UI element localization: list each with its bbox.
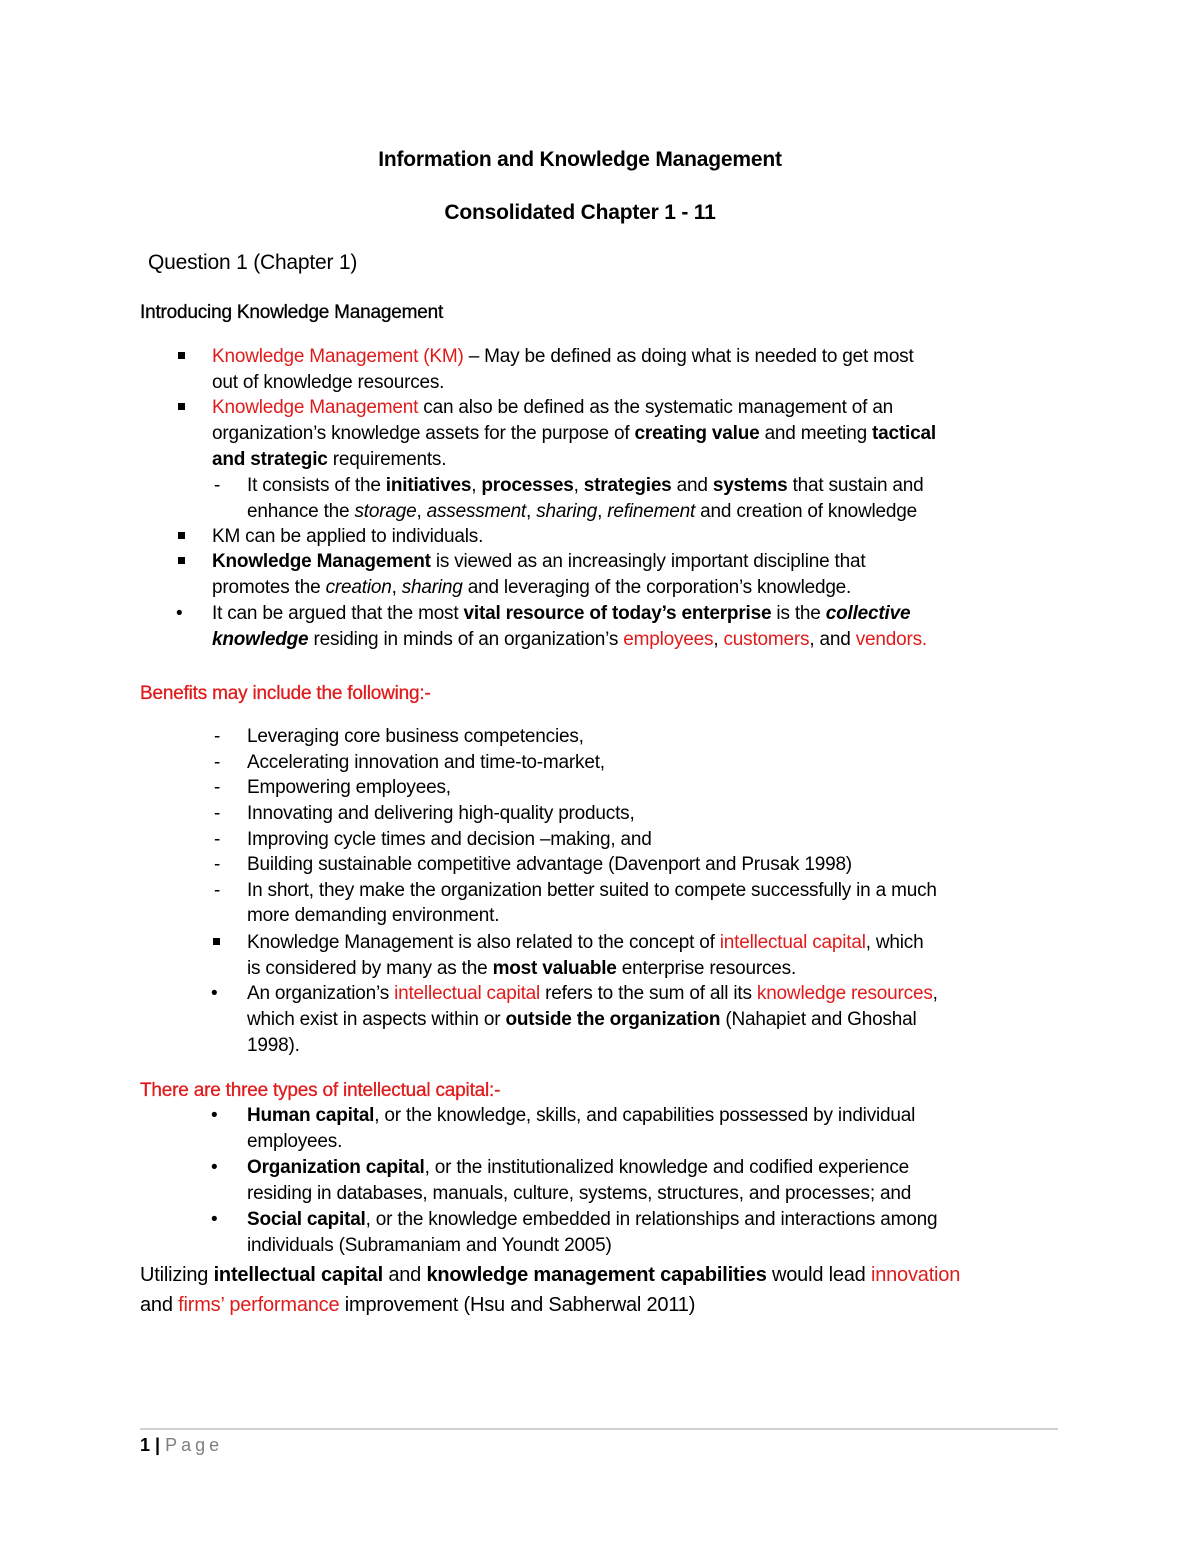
term-highlight: employees (623, 629, 714, 650)
round-bullet-icon: • (211, 1209, 218, 1230)
text-span: which exist in aspects within or (247, 1009, 506, 1030)
type-item (247, 1155, 909, 1181)
text-span: , (416, 501, 427, 522)
text-span: – May be defined as doing what is needed to get most (463, 346, 914, 367)
text-span: Knowledge Management is also related to the concept of (247, 932, 720, 953)
bold-span: Social capital (247, 1209, 366, 1230)
benefit-item: Improving cycle times and decision –making, and (247, 829, 652, 850)
question-heading: Question 1 (Chapter 1) (148, 251, 358, 274)
footer-separator: | (150, 1435, 166, 1455)
italic-span: refinement (607, 501, 696, 522)
sub-list-item-continuation (247, 499, 917, 525)
dash-bullet-icon: - (214, 854, 221, 875)
text-span: would lead (766, 1264, 871, 1286)
text-span: , or the institutionalized knowledge and codified experience (424, 1157, 910, 1178)
page-number: 1 (140, 1435, 151, 1455)
square-bullet-icon (178, 557, 185, 564)
bold-span: Human capital (247, 1105, 375, 1126)
text-span: improvement (Hsu and Sabherwal 2011) (339, 1294, 696, 1316)
text-span: and creation of knowledge (695, 501, 917, 522)
term-highlight: intellectual capital (394, 983, 541, 1004)
page-label: Page (165, 1435, 224, 1455)
document-subtitle: Consolidated Chapter 1 - 11 (444, 201, 716, 224)
benefit-item: Leveraging core business competencies, (247, 726, 584, 747)
list-item (247, 930, 923, 956)
italic-span: sharing (536, 501, 598, 522)
bold-span: strategies (583, 475, 672, 496)
italic-span: assessment (426, 501, 527, 522)
list-item-continuation: out of knowledge resources. (212, 372, 445, 393)
text-span: and leveraging of the corporation’s knowledge. (462, 577, 852, 598)
bold-span: Knowledge Management (212, 551, 431, 572)
type-item (247, 1103, 915, 1129)
benefit-item: Building sustainable competitive advantage (Davenport and Prusak 1998) (247, 854, 852, 875)
benefit-item: Empowering employees, (247, 777, 451, 798)
text-span: can also be defined as the systematic management of an (418, 397, 894, 418)
dash-bullet-icon: - (214, 475, 221, 496)
list-item-continuation (247, 956, 796, 982)
bold-span: processes (481, 475, 574, 496)
list-item-continuation (247, 1007, 917, 1033)
list-item: KM can be applied to individuals. (212, 526, 484, 547)
list-item (212, 395, 893, 421)
type-item (247, 1207, 937, 1233)
text-span: , which (865, 932, 924, 953)
dash-bullet-icon: - (214, 829, 221, 850)
text-span: , (573, 475, 584, 496)
bold-span: initiatives (385, 475, 472, 496)
text-span: organization’s knowledge assets for the purpose of (212, 423, 635, 444)
text-span: Utilizing (140, 1264, 214, 1286)
dash-bullet-icon: - (214, 752, 221, 773)
italic-span: creation (325, 577, 392, 598)
dash-bullet-icon: - (214, 726, 221, 747)
footer-divider (140, 1428, 1058, 1430)
text-span: It consists of the (247, 475, 386, 496)
square-bullet-icon (178, 403, 185, 410)
type-item-continuation: individuals (Subramaniam and Youndt 2005) (247, 1235, 612, 1256)
list-item-continuation (212, 421, 936, 447)
text-span: An organization’s (247, 983, 395, 1004)
term-highlight: firms’ performance (178, 1294, 340, 1316)
list-item-continuation: 1998). (247, 1035, 300, 1056)
types-heading: There are three types of intellectual capital:- (140, 1080, 501, 1101)
benefit-item-continuation: more demanding environment. (247, 905, 500, 926)
round-bullet-icon: • (176, 603, 183, 624)
text-span: , and (809, 629, 856, 650)
text-span: , (471, 475, 482, 496)
term-highlight: customers (723, 629, 810, 650)
term-highlight: Knowledge Management (KM) (212, 346, 464, 367)
type-item-continuation: employees. (247, 1131, 343, 1152)
round-bullet-icon: • (211, 1105, 218, 1126)
round-bullet-icon: • (211, 1157, 218, 1178)
list-item-continuation (212, 627, 927, 653)
bold-span: outside the organization (505, 1009, 721, 1030)
list-item (212, 601, 910, 627)
term-highlight: vendors. (855, 629, 927, 650)
text-span: , (932, 983, 938, 1004)
benefits-heading: Benefits may include the following:- (140, 683, 431, 704)
benefit-item: In short, they make the organization better suited to compete successfully in a much (247, 880, 937, 901)
text-span: is the (771, 603, 826, 624)
text-span: is viewed as an increasingly important discipline that (430, 551, 866, 572)
term-highlight: knowledge resources (756, 983, 933, 1004)
closing-paragraph-line (140, 1292, 695, 1318)
closing-paragraph-line (140, 1262, 960, 1288)
list-item-continuation (212, 447, 446, 473)
term-highlight: Knowledge Management (212, 397, 419, 418)
text-span: , or the knowledge, skills, and capabilities possessed by individual (374, 1105, 916, 1126)
text-span: and (671, 475, 713, 496)
bold-span: systems (712, 475, 788, 496)
square-bullet-icon (213, 938, 220, 945)
dash-bullet-icon: - (214, 777, 221, 798)
bold-span: knowledge management capabilities (426, 1264, 767, 1286)
bold-italic-span: knowledge (212, 629, 309, 650)
dash-bullet-icon: - (214, 803, 221, 824)
text-span: , (391, 577, 402, 598)
italic-span: storage (354, 501, 417, 522)
bold-span: and strategic (212, 449, 328, 470)
text-span: enterprise resources. (616, 958, 797, 979)
square-bullet-icon (178, 532, 185, 539)
list-item (212, 344, 914, 370)
section-heading: Introducing Knowledge Management (140, 302, 444, 323)
text-span: , (713, 629, 724, 650)
italic-span: sharing (401, 577, 463, 598)
bold-span: most valuable (492, 958, 617, 979)
sub-list-item (247, 473, 924, 499)
document-title: Information and Knowledge Management (378, 148, 782, 171)
bold-span: Organization capital (247, 1157, 425, 1178)
text-span: that sustain and (787, 475, 924, 496)
text-span: promotes the (212, 577, 326, 598)
text-span: It can be argued that the most (212, 603, 464, 624)
text-span: and (140, 1294, 179, 1316)
text-span: enhance the (247, 501, 355, 522)
text-span: , or the knowledge embedded in relationships and interactions among (365, 1209, 938, 1230)
page-footer (140, 1432, 223, 1458)
benefit-item: Accelerating innovation and time-to-market, (247, 752, 605, 773)
benefit-item: Innovating and delivering high-quality products, (247, 803, 635, 824)
text-span: , (526, 501, 537, 522)
round-bullet-icon: • (211, 983, 218, 1004)
bold-span: tactical (872, 423, 936, 444)
list-item (212, 549, 865, 575)
bold-span: intellectual capital (213, 1264, 383, 1286)
text-span: is considered by many as the (247, 958, 493, 979)
term-highlight: intellectual capital (719, 932, 866, 953)
bold-italic-span: collective (825, 603, 911, 624)
text-span: and meeting (759, 423, 873, 444)
text-span: residing in minds of an organization’s (308, 629, 624, 650)
text-span: and (382, 1264, 427, 1286)
term-highlight: innovation (870, 1264, 961, 1286)
bold-span: creating value (634, 423, 760, 444)
bold-span: vital resource of today’s enterprise (463, 603, 772, 624)
text-span: requirements. (327, 449, 447, 470)
type-item-continuation: residing in databases, manuals, culture, systems, structures, and processes; and (247, 1183, 912, 1204)
dash-bullet-icon: - (214, 880, 221, 901)
text-span: , (597, 501, 608, 522)
list-item (247, 981, 938, 1007)
text-span: refers to the sum of all its (540, 983, 757, 1004)
square-bullet-icon (178, 352, 185, 359)
list-item-continuation (212, 575, 851, 601)
text-span: (Nahapiet and Ghoshal (720, 1009, 917, 1030)
